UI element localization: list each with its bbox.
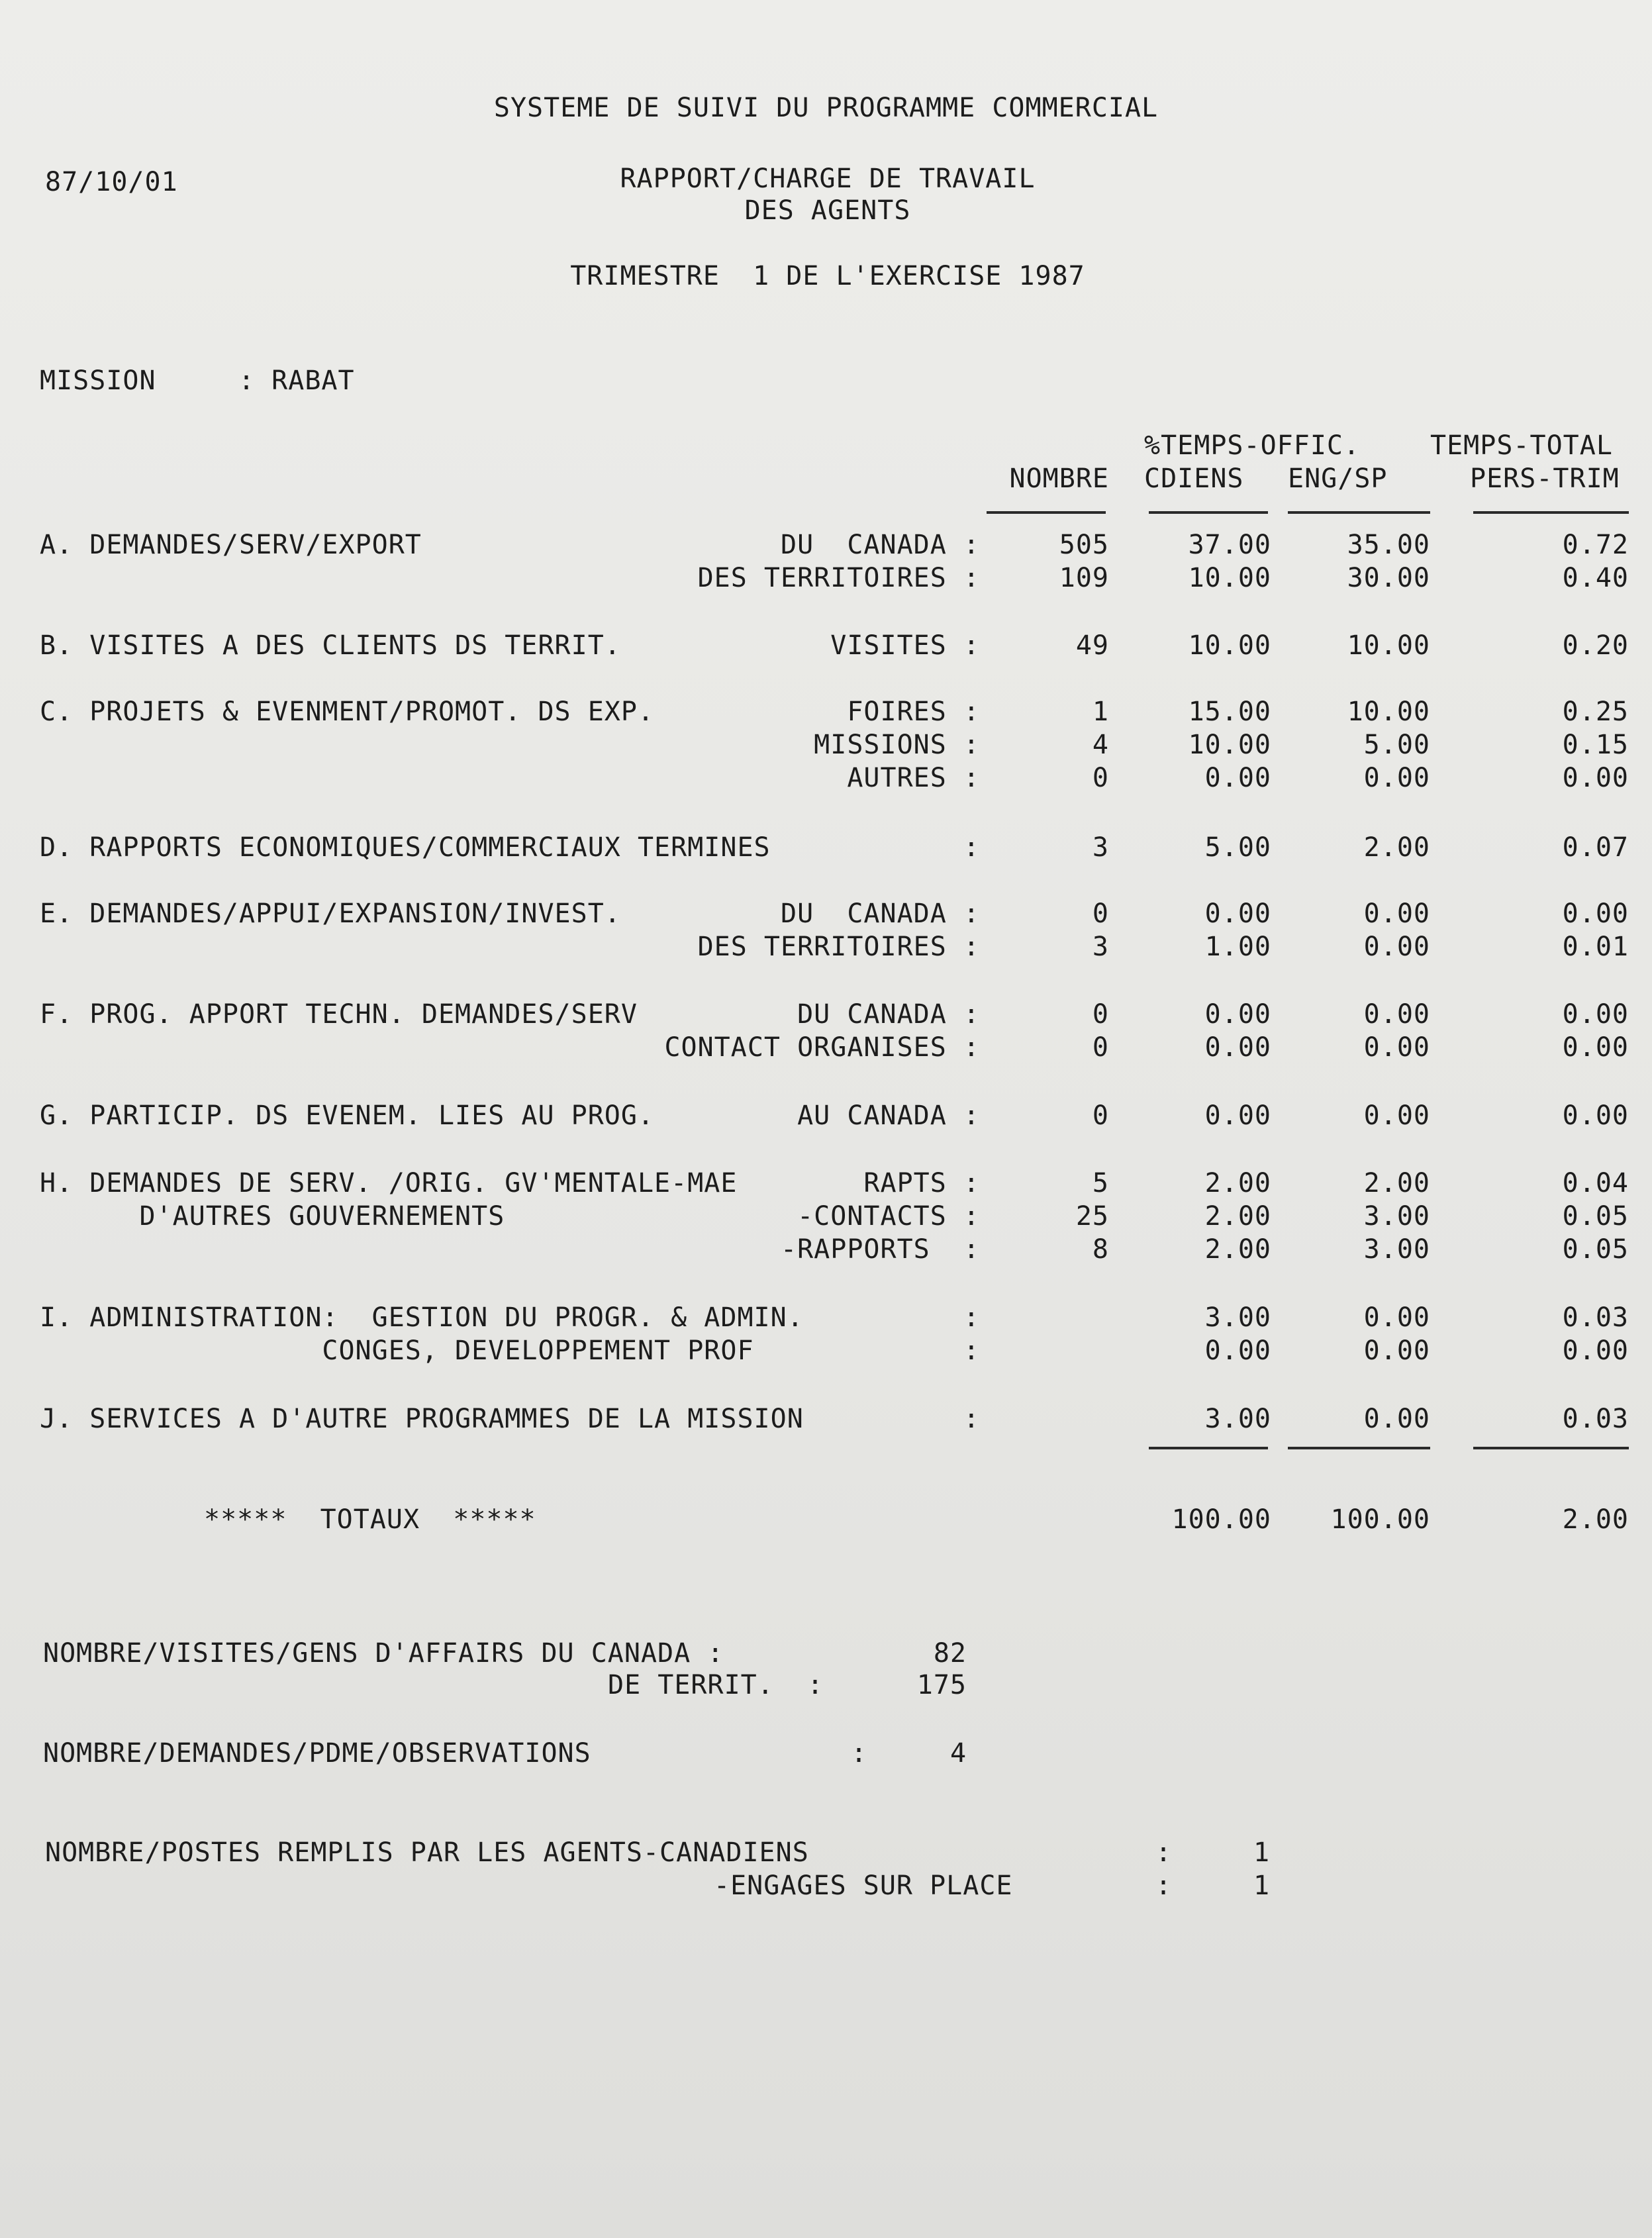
row-sublabel: AUTRES :: [847, 763, 980, 793]
row-cdiens: 2.00: [1204, 1168, 1271, 1198]
row-cdiens: 0.00: [1204, 1336, 1271, 1366]
row-total: 0.25: [1562, 697, 1629, 727]
row-total: 0.40: [1562, 563, 1629, 593]
col-header-pers-trim: PERS-TRIM: [1470, 463, 1620, 494]
row-cdiens: 2.00: [1204, 1234, 1271, 1265]
row-engsp: 0.00: [1363, 1032, 1430, 1063]
demandes-label: NOMBRE/DEMANDES/PDME/OBSERVATIONS: [43, 1738, 591, 1769]
row-cdiens: 3.00: [1204, 1302, 1271, 1333]
row-sublabel: -CONTACTS :: [797, 1201, 980, 1232]
row-cdiens: 10.00: [1188, 563, 1271, 593]
postes-canadiens-value: 1: [1253, 1837, 1271, 1868]
row-label: E. DEMANDES/APPUI/EXPANSION/INVEST.: [40, 899, 621, 929]
row-total: 0.00: [1562, 763, 1629, 793]
report-subtitle-1: RAPPORT/CHARGE DE TRAVAIL: [620, 164, 1036, 194]
report-subtitle-2: DES AGENTS: [744, 195, 911, 226]
row-sublabel: DES TERRITOIRES :: [697, 563, 980, 593]
postes-label: NOMBRE/POSTES REMPLIS PAR LES AGENTS-CANADIENS: [45, 1837, 809, 1868]
row-cdiens: 0.00: [1204, 1100, 1271, 1131]
row-engsp: 3.00: [1363, 1201, 1430, 1232]
row-nombre: 5: [1092, 1168, 1109, 1198]
row-engsp: 35.00: [1347, 530, 1430, 560]
row-sublabel: FOIRES :: [847, 697, 980, 727]
report-period: TRIMESTRE 1 DE L'EXERCISE 1987: [570, 261, 1085, 291]
row-sublabel: VISITES :: [830, 630, 980, 661]
row-cdiens: 3.00: [1204, 1404, 1271, 1434]
row-engsp: 0.00: [1363, 999, 1430, 1030]
row-cdiens: 10.00: [1188, 630, 1271, 661]
row-cdiens: 2.00: [1204, 1201, 1271, 1232]
row-total: 0.00: [1562, 999, 1629, 1030]
report-date: 87/10/01: [45, 167, 178, 197]
col-header-temps-offic: %TEMPS-OFFIC.: [1144, 430, 1361, 461]
row-nombre: 0: [1092, 999, 1109, 1030]
row-nombre: 25: [1075, 1201, 1109, 1232]
row-cdiens: 1.00: [1204, 932, 1271, 962]
row-sublabel: AU CANADA :: [797, 1100, 980, 1131]
col-header-temps-total: TEMPS-TOTAL: [1430, 430, 1613, 461]
row-sublabel: -RAPPORTS :: [781, 1234, 980, 1265]
demandes-value: 4: [950, 1738, 967, 1769]
row-cdiens: 5.00: [1204, 832, 1271, 863]
col-header-engsp: ENG/SP: [1288, 463, 1388, 494]
totals-cdiens: 100.00: [1171, 1504, 1271, 1535]
row-total: 0.00: [1562, 1032, 1629, 1063]
row-sublabel: DES TERRITOIRES :: [697, 932, 980, 962]
row-sublabel: DU CANADA :: [797, 999, 980, 1030]
row-engsp: 30.00: [1347, 563, 1430, 593]
row-label: H. DEMANDES DE SERV. /ORIG. GV'MENTALE-MAE: [40, 1168, 738, 1198]
row-nombre: 0: [1092, 1032, 1109, 1063]
row-nombre: 3: [1092, 932, 1109, 962]
postes-place-label: -ENGAGES SUR PLACE: [714, 1871, 1013, 1901]
totals-engsp: 100.00: [1330, 1504, 1430, 1535]
row-total: 0.01: [1562, 932, 1629, 962]
row-total: 0.03: [1562, 1404, 1629, 1434]
row-engsp: 0.00: [1363, 899, 1430, 929]
row-total: 0.00: [1562, 1336, 1629, 1366]
row-sublabel: :: [963, 1336, 980, 1366]
row-total: 0.04: [1562, 1168, 1629, 1198]
totals-rule-total: [1473, 1447, 1629, 1449]
row-total: 0.20: [1562, 630, 1629, 661]
row-sublabel: :: [963, 1302, 980, 1333]
postes-colon: :: [1155, 1837, 1173, 1868]
row-engsp: 0.00: [1363, 1302, 1430, 1333]
row-sublabel: CONTACT ORGANISES :: [664, 1032, 980, 1063]
row-nombre: 0: [1092, 763, 1109, 793]
visites-territ-label: DE TERRIT. :: [608, 1670, 824, 1700]
row-sublabel: MISSIONS :: [814, 730, 980, 760]
totals-rule-cdiens: [1149, 1447, 1268, 1449]
row-cdiens: 0.00: [1204, 1032, 1271, 1063]
visites-territ-value: 175: [916, 1670, 967, 1700]
row-engsp: 0.00: [1363, 1404, 1430, 1434]
row-total: 0.00: [1562, 1100, 1629, 1131]
visites-label: NOMBRE/VISITES/GENS D'AFFAIRS DU CANADA :: [43, 1638, 724, 1669]
row-total: 0.00: [1562, 899, 1629, 929]
row-label: A. DEMANDES/SERV/EXPORT: [40, 530, 422, 560]
row-engsp: 5.00: [1363, 730, 1430, 760]
row-label: F. PROG. APPORT TECHN. DEMANDES/SERV: [40, 999, 638, 1030]
row-sublabel: RAPTS :: [863, 1168, 980, 1198]
row-label: I. ADMINISTRATION: GESTION DU PROGR. & ADMIN.: [40, 1302, 804, 1333]
row-engsp: 0.00: [1363, 1100, 1430, 1131]
row-total: 0.03: [1562, 1302, 1629, 1333]
row-total: 0.15: [1562, 730, 1629, 760]
row-cdiens: 0.00: [1204, 899, 1271, 929]
row-total: 0.72: [1562, 530, 1629, 560]
row-engsp: 0.00: [1363, 1336, 1430, 1366]
row-nombre: 1: [1092, 697, 1109, 727]
row-label: G. PARTICIP. DS EVENEM. LIES AU PROG.: [40, 1100, 655, 1131]
row-sublabel: :: [963, 1404, 980, 1434]
row-engsp: 10.00: [1347, 697, 1430, 727]
row-label: C. PROJETS & EVENMENT/PROMOT. DS EXP.: [40, 697, 655, 727]
row-total: 0.05: [1562, 1234, 1629, 1265]
row-total: 0.07: [1562, 832, 1629, 863]
row-nombre: 8: [1092, 1234, 1109, 1265]
mission-value: : RABAT: [238, 365, 355, 396]
header-rule-total: [1473, 511, 1629, 514]
row-sublabel: DU CANADA :: [781, 530, 980, 560]
row-nombre: 505: [1059, 530, 1109, 560]
row-cdiens: 0.00: [1204, 763, 1271, 793]
row-engsp: 0.00: [1363, 763, 1430, 793]
visites-canada-value: 82: [933, 1638, 967, 1669]
row-cdiens: 15.00: [1188, 697, 1271, 727]
row-label: CONGES, DEVELOPPEMENT PROF: [40, 1336, 754, 1366]
row-cdiens: 0.00: [1204, 999, 1271, 1030]
col-header-nombre: NOMBRE: [1009, 463, 1109, 494]
header-rule-engsp: [1288, 511, 1430, 514]
row-engsp: 2.00: [1363, 1168, 1430, 1198]
row-engsp: 2.00: [1363, 832, 1430, 863]
row-sublabel: :: [963, 832, 980, 863]
row-engsp: 10.00: [1347, 630, 1430, 661]
col-header-cdiens: CDIENS: [1144, 463, 1244, 494]
row-nombre: 49: [1075, 630, 1109, 661]
demandes-colon: :: [851, 1738, 868, 1769]
row-engsp: 3.00: [1363, 1234, 1430, 1265]
row-nombre: 0: [1092, 1100, 1109, 1131]
row-label: D'AUTRES GOUVERNEMENTS: [40, 1201, 505, 1232]
postes-place-value: 1: [1253, 1871, 1271, 1901]
row-label: J. SERVICES A D'AUTRE PROGRAMMES DE LA MISSION: [40, 1404, 804, 1434]
row-cdiens: 37.00: [1188, 530, 1271, 560]
row-nombre: 109: [1059, 563, 1109, 593]
header-rule-cdiens: [1149, 511, 1268, 514]
row-nombre: 3: [1092, 832, 1109, 863]
row-label: B. VISITES A DES CLIENTS DS TERRIT.: [40, 630, 621, 661]
row-nombre: 0: [1092, 899, 1109, 929]
totals-total: 2.00: [1562, 1504, 1629, 1535]
row-cdiens: 10.00: [1188, 730, 1271, 760]
report-title: SYSTEME DE SUIVI DU PROGRAMME COMMERCIAL: [493, 93, 1159, 123]
row-engsp: 0.00: [1363, 932, 1430, 962]
row-nombre: 4: [1092, 730, 1109, 760]
totals-label: ***** TOTAUX *****: [204, 1504, 536, 1535]
row-total: 0.05: [1562, 1201, 1629, 1232]
row-label: D. RAPPORTS ECONOMIQUES/COMMERCIAUX TERMINES: [40, 832, 771, 863]
header-rule-nombre: [987, 511, 1106, 514]
row-sublabel: DU CANADA :: [781, 899, 980, 929]
postes-place-colon: :: [1155, 1871, 1173, 1901]
totals-rule-engsp: [1288, 1447, 1430, 1449]
mission-label: MISSION: [40, 365, 156, 396]
